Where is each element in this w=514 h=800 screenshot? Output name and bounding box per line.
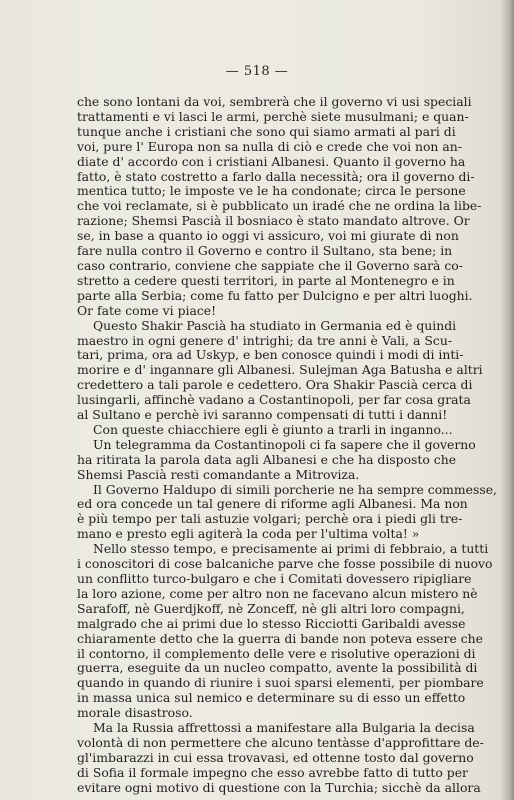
text-line: lusingarli, affinchè vadano a Costantinopoli, per far cosa grata	[77, 392, 471, 408]
text-line: in massa unica sul nemico e determinare su di esso un effetto	[77, 690, 466, 706]
text-line: tari, prima, ora ad Uskyp, e ben conosce quindi i modi di inti-	[77, 347, 464, 363]
text-line: fare nulla contro il Governo e contro il Sultano, sta bene; in	[77, 243, 453, 259]
text-line: stretto a cedere questi territori, in parte al Montenegro e in	[77, 272, 455, 288]
text-line: Con queste chiacchiere egli è giunto a trarli in inganno...	[93, 421, 453, 437]
page-number: — 518 —	[225, 64, 289, 79]
text-line: quando in quando di riunire i suoi sparsi elementi, per piombare	[77, 675, 484, 691]
text-line: mentica tutto; le imposte ve le ha condonate; circa le persone	[77, 183, 466, 199]
text-line: diate d' accordo con i cristiani Albanesi. Quanto il governo ha	[77, 153, 466, 169]
text-line: parte alla Serbia; come fu fatto per Dulcigno e per altri luoghi.	[77, 287, 473, 303]
text-line: razione; Shemsi Pascià il bosniaco è stato mandato altrove. Or	[77, 213, 470, 229]
text-line: se, in base a quanto io oggi vi assicuro, voi mi giurate di non	[77, 228, 459, 244]
text-line: gl'imbarazzi in cui essa trovavasi, ed ottenne tosto dal governo	[77, 749, 474, 765]
text-line: è più tempo per tali astuzie volgari; perchè ora i piedi gli tre-	[77, 511, 463, 527]
text-line: ed ora concede un tal genere di riforme agli Albanesi. Ma non	[77, 496, 468, 512]
text-line: trattamenti e vi lasci le armi, perchè siete musulmani; e quan-	[77, 108, 469, 124]
body-text	[77, 94, 497, 796]
text-line: morire e d' ingannare gli Albanesi. Sulejman Aga Batusha e altri	[77, 362, 483, 378]
text-line: che sono lontani da voi, sembrerà che il governo vi usi speciali	[77, 94, 472, 109]
text-line: tunque anche i cristiani che sono qui siamo armati al pari di	[77, 123, 456, 139]
text-line: la loro azione, come per altro non ne facevano alcun mistero nè	[77, 585, 478, 601]
text-line: di Sofia il formale impegno che esso avrebbe fatto di tutto per	[77, 764, 468, 780]
text-line: Nello stesso tempo, e precisamente ai primi di febbraio, a tutti	[93, 541, 489, 557]
text-line: Or fate come vi piace!	[77, 302, 217, 318]
text-line: un conflitto turco-bulgaro e che i Comitati dovessero ripigliare	[77, 571, 472, 586]
paragraph	[77, 94, 482, 319]
page-edge-shadow	[500, 0, 514, 800]
text-line: Shemsi Pascià resti comandante a Mitroviza.	[77, 466, 360, 482]
paragraph	[77, 481, 497, 543]
text-line: i conoscitori di cose balcaniche parve che fosse possibile di nuovo	[77, 556, 493, 572]
text-line: Un telegramma da Costantinopoli ci fa sapere che il governo	[93, 436, 476, 452]
paragraph	[77, 720, 484, 796]
text-line: ha ritirata la parola data agli Albanesi e che ha disposto che	[77, 451, 457, 467]
paragraph	[77, 317, 483, 423]
text-line: al Sultano e perchè ivi saranno compensati di tutti i danni!	[77, 407, 448, 423]
text-line: il contorno, il complemento delle vere e risolutive operazioni di	[77, 645, 476, 661]
paragraph	[77, 423, 452, 438]
text-line: Questo Shakir Pascià ha studiato in Germania ed è quindi	[93, 317, 457, 333]
text-line: chiaramente detto che la guerra di bande non poteva essere che	[77, 630, 483, 646]
text-line: voi, pure l' Europa non sa nulla di ciò e crede che voi non an-	[77, 138, 462, 154]
text-line: Ma la Russia affrettossi a manifestare alla Bulgaria la decisa	[93, 720, 475, 736]
paragraph	[77, 436, 476, 483]
text-line: fatto, è stato costretto a farlo dalla necessità; ora il governo di-	[77, 168, 475, 184]
paragraph	[77, 541, 493, 721]
text-line: volontà di non permettere che alcuno tentàsse d'approfittare de-	[77, 734, 484, 750]
text-line: credettero a tali parole e cedettero. Ora Shakir Pascià cerca di	[77, 377, 473, 393]
text-line: che voi reclamate, si è pubblicato un iradé che ne ordina la libe-	[77, 198, 482, 214]
text-line: Il Governo Haldupo di simili porcherie ne ha sempre commesse,	[93, 481, 497, 497]
text-line: mano e presto egli agiterà la coda per l'ultima volta! »	[77, 526, 420, 542]
text-line: maestro in ogni genere d' intrighi; da tre anni è Vali, a Scu-	[77, 332, 452, 348]
text-line: morale disastroso.	[77, 705, 193, 721]
text-line: Sarafoff, nè Guerdjkoff, nè Zonceff, nè gli altri loro compagni,	[77, 600, 465, 616]
text-line: guerra, eseguite da un nucleo compatto, avente la possibilità di	[77, 660, 478, 676]
text-line: malgrado che ai primi due lo stesso Ricciotti Garibaldi avesse	[77, 615, 466, 631]
text-line: caso contrario, conviene che sappiate che il Governo sarà co-	[77, 257, 463, 273]
text-line: evitare ogni motivo di questione con la Turchia; sicchè da allora	[77, 779, 481, 795]
